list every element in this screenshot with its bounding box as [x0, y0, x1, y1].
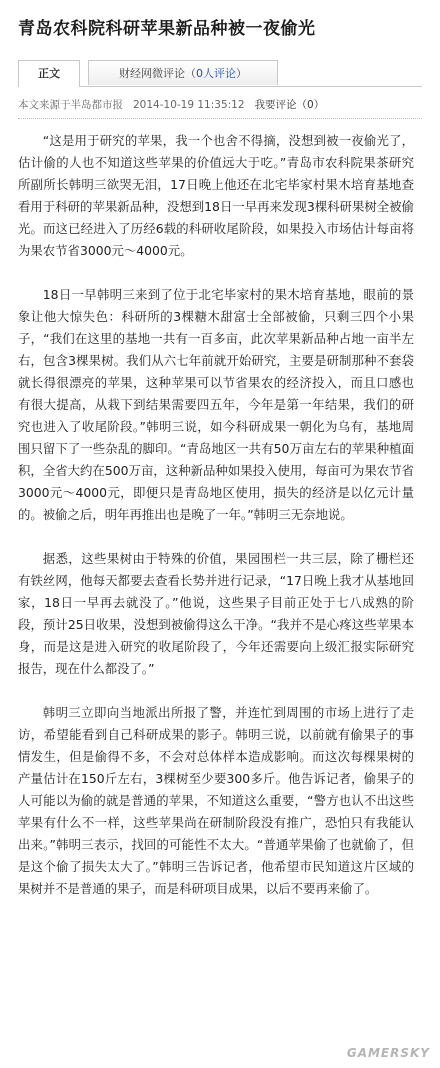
watermark-logo: GAMERSKY: [346, 1046, 430, 1060]
article-tabs: [18, 60, 422, 87]
article-paragraph: 18日一早韩明三来到了位于北宅毕家村的果木培育基地，眼前的景象让他大惊失色：科研所的3棵糖木甜富士全部被偷，只剩三四个小果子，“我们在这里的基地一共有一百多亩，此次苹果新品种占地一亩半左右，包含3棵果树。我们从六七年前就开始研究，主要是研制那种不套袋就长得很漂亮的苹果，这种苹果可以节省果农的经济投入，而且口感也有很大提高，从栽下到结果需要四五年，今年是第一年结果，我们的研究也进入了收尾阶段。”韩明三说，如今科研成果一朝化为乌有，基地周围只留下了一些杂乱的脚印。“青岛地区一共有50万亩左右的苹果种植面积，全省大约在500万亩，这种新品种如果投入使用，每亩可为果农节省3000元～4000元，即便只是青岛地区使用，损失的经济是以亿元计量的。被偷之后，明年再推出也是晚了一年。”韩明三无奈地说。: [18, 287, 414, 522]
article-meta: [18, 97, 428, 112]
article-paragraph: “这是用于研究的苹果，我一个也舍不得摘，没想到被一夜偷光了，估计偷的人也不知道这些苹果的价值远大于吃。”青岛市农科院果茶研究所副所长韩明三欲哭无泪，17日晚上他还在北宅毕家村果木培育基地查看用于科研的苹果新品种，没想到18日一早再来发现3棵科研果树全被偷光。而这已经进入了历经6载的科研收尾阶段，如果投入市场估计每亩将为果农节省3000元～4000元。: [18, 133, 414, 258]
tab-comments-prefix: 财经网微评论（: [119, 67, 196, 80]
tab-main-text[interactable]: 正文: [18, 60, 80, 87]
comment-count: 0人评论: [196, 67, 236, 80]
divider: [18, 118, 422, 119]
article-datetime: 2014-10-19 11:35:12: [133, 99, 245, 111]
article-paragraph: 据悉，这些果树由于特殊的价值，果园围栏一共三层，除了栅栏还有铁丝网，他每天都要去查看长势并进行记录，“17日晚上我才从基地回家，18日一早再去就没了。”他说，这些果子目前正处于七八成熟的阶段，预计25日收果，没想到被偷得这么干净。“我并不是心疼这些苹果本身，而是这是进入研究的收尾阶段了，今年还需要向上级汇报实际研究报告，现在什么都没了。”: [18, 551, 414, 676]
tab-comments-suffix: ）: [236, 67, 247, 80]
article-title: 青岛农科院科研苹果新品种被一夜偷光: [18, 19, 316, 39]
article-body: [18, 130, 414, 922]
write-comment-link[interactable]: 我要评论（0）: [254, 99, 325, 111]
article-paragraph: 韩明三立即向当地派出所报了警，并连忙到周围的市场上进行了走访，希望能看到自己科研成果的影子。韩明三说，以前就有偷果子的事情发生，但是偷得不多，不会对总体样本造成影响。而这次每棵果树的产量估计在150斤左右，3棵树至少要300多斤。他告诉记者，偷果子的人可能以为偷的就是普通的苹果，不知道这么重要，“警方也认不出这些苹果有什么不一样，这些苹果尚在研制阶段没有推广，恐怕只有我能认出来。”韩明三表示，找回的可能性不太大。“普通苹果偷了也就偷了，但是这个偷了损失太大了。”韩明三告诉记者，他希望市民知道这片区域的果树并不是普通的果子，而是科研项目成果，以后不要再来偷了。: [18, 705, 414, 896]
article-source: 本文来源于半岛都市报: [18, 99, 123, 111]
tab-comments[interactable]: [88, 60, 278, 85]
